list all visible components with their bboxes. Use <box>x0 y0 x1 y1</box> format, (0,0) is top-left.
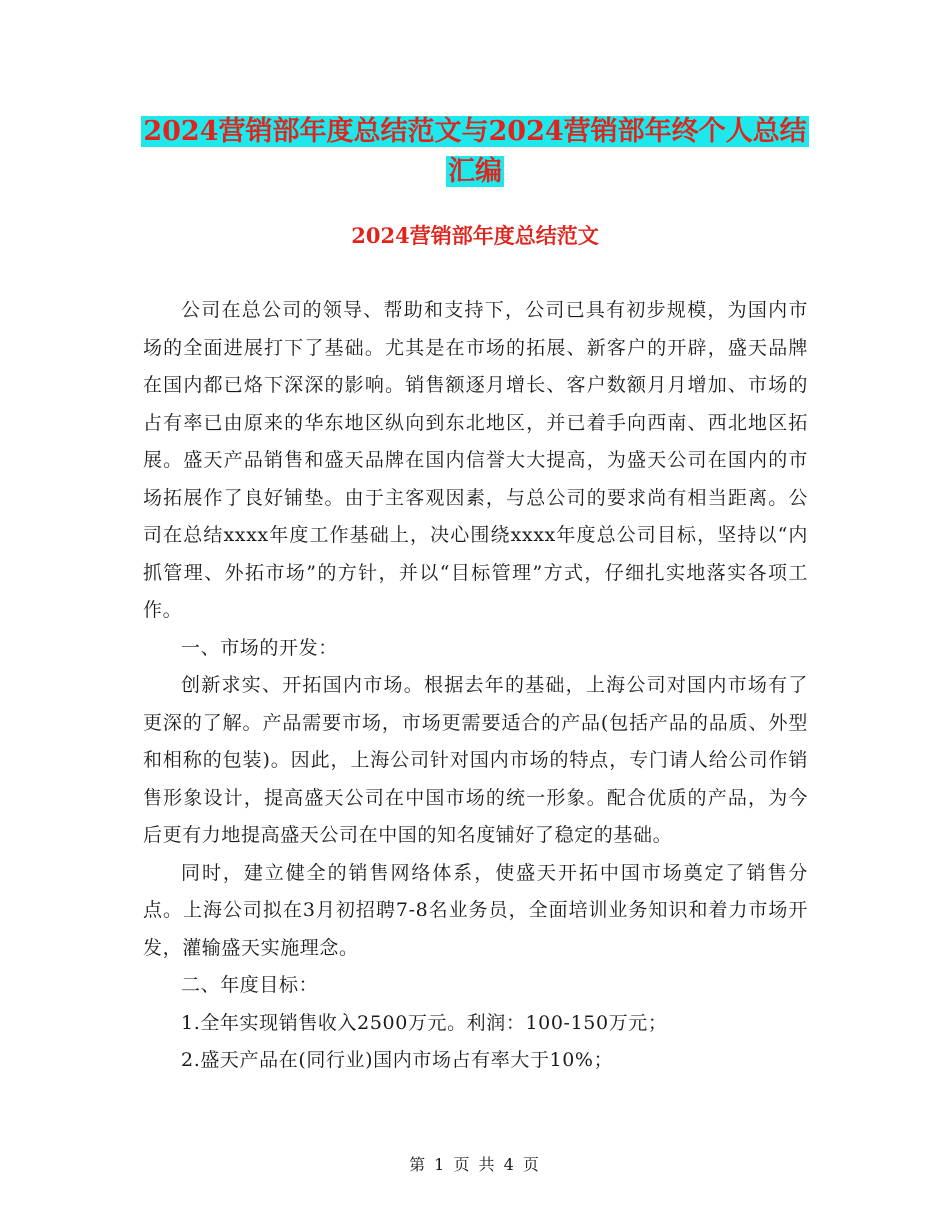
heading-market-development: 一、市场的开发： <box>181 636 338 659</box>
document-title <box>0 112 950 192</box>
paragraph-market-development: 创新求实、开拓国内市场。根据去年的基础，上海公司对国内市场有了更深的了解。产品需要市场，市场更需要适合的产品(包括产品的品质、外型和相称的包装)。因此，上海公司针对国内市场的特点，专门请人给公司作销售形象设计，提高盛天公司在中国市场的统一形象。配合优质的产品，为今后更有力地提高盛天公司在中国的知名度铺好了稳定的基础。 <box>143 674 808 846</box>
list-item-goal-1: 1.全年实现销售收入2500万元。利润：100-150万元； <box>181 1011 668 1034</box>
document-body <box>143 292 808 1080</box>
paragraph-sales-network: 同时，建立健全的销售网络体系，使盛天开拓中国市场奠定了销售分点。上海公司拟在3月初招聘7-8名业务员，全面培训业务知识和着力市场开发，灌输盛天实施理念。 <box>143 861 808 959</box>
page-footer: 第 1 页 共 4 页 <box>409 1155 541 1174</box>
title-line-1: 2024营销部年度总结范文与2024营销部年终个人总结 <box>143 116 807 147</box>
title-line-2: 汇编 <box>448 156 502 187</box>
heading-annual-goals: 二、年度目标： <box>181 974 319 996</box>
list-item-goal-2: 2.盛天产品在(同行业)国内市场占有率大于10%； <box>181 1049 614 1071</box>
paragraph-intro: 公司在总公司的领导、帮助和支持下，公司已具有初步规模，为国内市场的全面进展打下了基础。尤其是在市场的拓展、新客户的开辟，盛天品牌在国内都已烙下深深的影响。销售额逐月增长、客户数额月月增加、市场的占有率已由原来的华东地区纵向到东北地区，并已着手向西南、西北地区拓展。盛天产品销售和盛天品牌在国内信誉大大提高，为盛天公司在国内的市场拓展作了良好铺垫。由于主客观因素，与总公司的要求尚有相当距离。公司在总结xxxx年度工作基础上，决心围绕xxxx年度总公司目标，坚持以“内抓管理、外拓市场”的方针，并以“目标管理”方式，仔细扎实地落实各项工作。 <box>143 299 808 621</box>
section-title: 2024营销部年度总结范文 <box>351 223 599 248</box>
